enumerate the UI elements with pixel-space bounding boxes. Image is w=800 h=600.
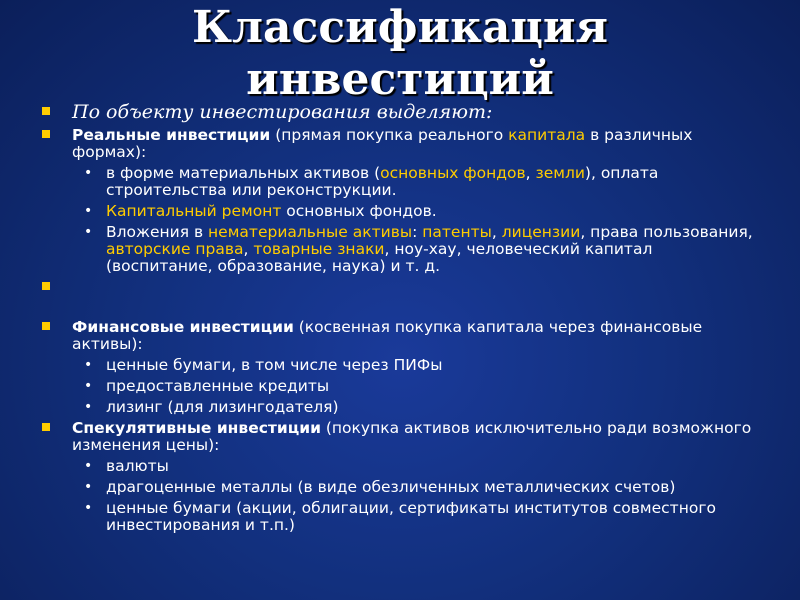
text-part: валюты <box>106 457 169 475</box>
square-bullet-icon <box>42 282 50 290</box>
trademarks-highlight: товарные знаки <box>253 240 385 258</box>
speculative-sub-item <box>42 458 762 475</box>
financial-investments-heading: Финансовые инвестиции <box>72 318 294 336</box>
empty-item <box>42 279 762 315</box>
text-part: , права пользования, <box>580 223 753 241</box>
text-part: Вложения в <box>106 223 209 241</box>
text-part: , ноу-хау, человеческий капитал (воспитание, образование, наука) и т. д. <box>106 240 653 275</box>
financial-investments-item <box>42 319 762 353</box>
real-investments-heading: Реальные инвестиции <box>72 126 271 144</box>
dot-bullet-icon: • <box>84 500 93 516</box>
square-bullet-icon <box>42 107 50 115</box>
text-part: ), оплата строительства или реконструкции. <box>106 164 659 199</box>
text-part: предоставленные кредиты <box>106 377 330 395</box>
intangible-assets-highlight: нематериальные активы <box>208 223 413 241</box>
financial-investments-text: (косвенная покупка капитала через финансовые активы): <box>72 318 703 353</box>
real-sub-item-1 <box>42 165 762 199</box>
text-part: ценные бумаги, в том числе через ПИФы <box>106 356 443 374</box>
dot-bullet-icon: • <box>84 399 93 415</box>
intro-text: По объекту инвестирования выделяют: <box>72 101 493 123</box>
real-investments-item <box>42 127 762 161</box>
real-sub-item-2 <box>42 203 762 220</box>
dot-bullet-icon: • <box>84 458 93 474</box>
text-part: , <box>525 164 536 182</box>
dot-bullet-icon: • <box>84 479 93 495</box>
square-bullet-icon <box>42 130 50 138</box>
text-part: лизинг (для лизингодателя) <box>106 398 339 416</box>
speculative-sub-item <box>42 500 762 534</box>
text-part: , <box>491 223 502 241</box>
square-bullet-icon <box>42 423 50 431</box>
land-highlight: земли <box>535 164 585 182</box>
slide-title <box>0 2 800 106</box>
text-part: в форме материальных активов ( <box>106 164 381 182</box>
real-sub-item-3 <box>42 224 762 275</box>
copyright-highlight: авторские права <box>106 240 244 258</box>
title-line-2: инвестиций <box>246 54 554 105</box>
speculative-investments-text: (покупка активов исключительно ради возможного изменения цены): <box>72 419 752 454</box>
speculative-investments-item <box>42 420 762 454</box>
speculative-sub-item <box>42 479 762 496</box>
real-investments-text: (прямая покупка реального <box>270 126 509 144</box>
real-investments-text-end: в различных формах): <box>72 126 693 161</box>
financial-sub-item <box>42 399 762 416</box>
title-line-1: Классификация <box>191 2 609 53</box>
text-part: драгоценные металлы (в виде обезличенных металлических счетов) <box>106 478 676 496</box>
fixed-assets-highlight: основных фондов <box>380 164 526 182</box>
dot-bullet-icon: • <box>84 203 93 219</box>
licenses-highlight: лицензии <box>501 223 581 241</box>
capital-repair-highlight: Капитальный ремонт <box>106 202 282 220</box>
slide-content <box>42 101 762 538</box>
capital-highlight: капитала <box>508 126 586 144</box>
financial-sub-item <box>42 357 762 374</box>
patents-highlight: патенты <box>422 223 492 241</box>
dot-bullet-icon: • <box>84 165 93 181</box>
financial-sub-item <box>42 378 762 395</box>
dot-bullet-icon: • <box>84 357 93 373</box>
square-bullet-icon <box>42 322 50 330</box>
speculative-investments-heading: Спекулятивные инвестиции <box>72 419 321 437</box>
text-part: ценные бумаги (акции, облигации, сертификаты институтов совместного инвестирования и т.п.) <box>106 499 716 534</box>
text-part: , <box>243 240 254 258</box>
intro-item <box>42 101 762 123</box>
text-part: : <box>412 223 423 241</box>
dot-bullet-icon: • <box>84 378 93 394</box>
text-part: основных фондов. <box>281 202 437 220</box>
dot-bullet-icon: • <box>84 224 93 240</box>
